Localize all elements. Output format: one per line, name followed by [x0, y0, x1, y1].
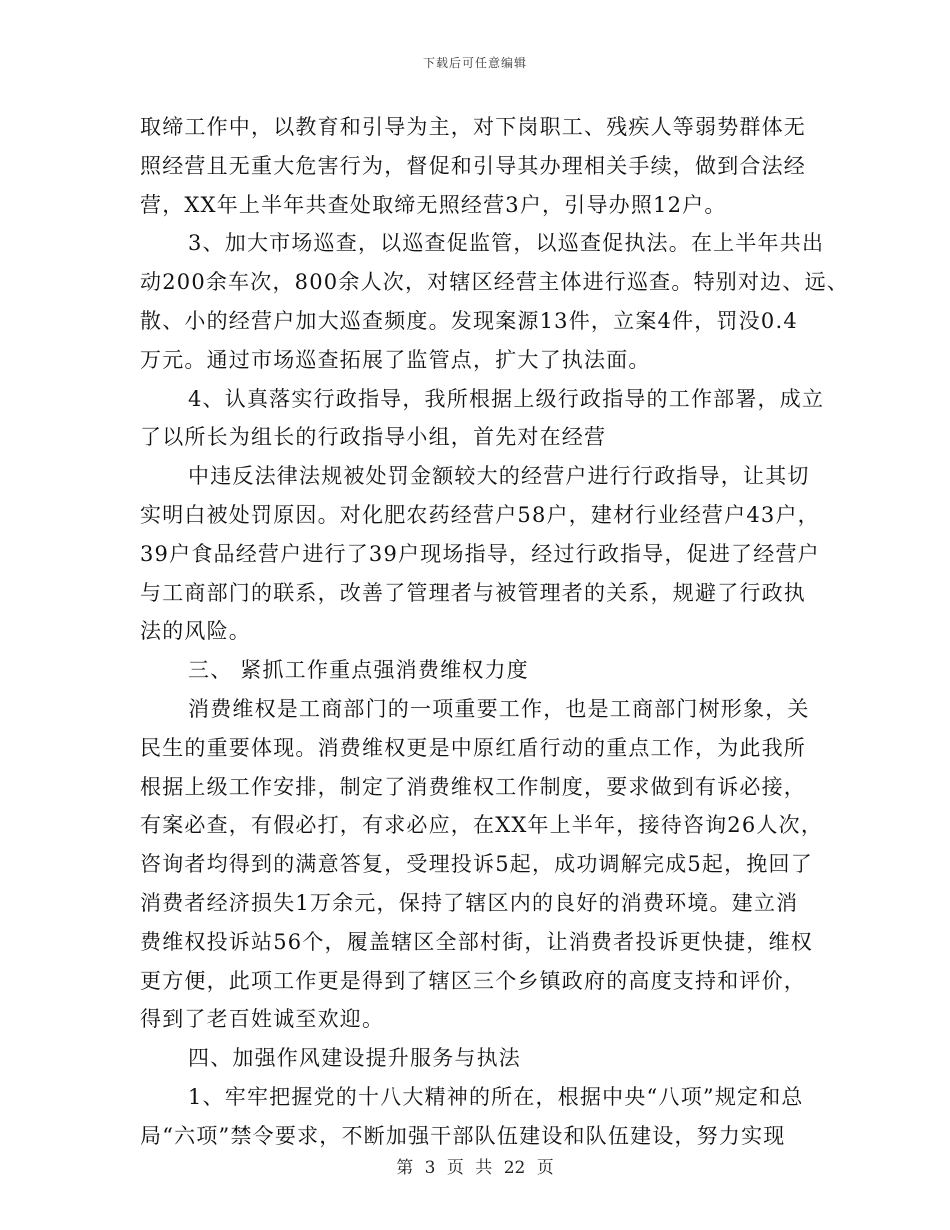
text-line: 1、牢牢把握党的十八大精神的所在，根据中央“八项”规定和总 — [188, 1084, 804, 1109]
text-line: 取缔工作中，以教育和引导为主，对下岗职工、残疾人等弱势群体无 — [140, 115, 806, 139]
text-line: 咨询者均得到的满意答复，受理投诉5起，成功调解完成5起，挽回了 — [140, 852, 813, 877]
text-line: 照经营且无重大危害行为，督促和引导其办理相关手续，做到合法经 — [140, 153, 806, 178]
text-line: 根据上级工作安排，制定了消费维权工作制度，要求做到有诉必接， — [140, 774, 806, 799]
text-line: 与工商部门的联系，改善了管理者与被管理者的关系，规避了行政执 — [140, 580, 806, 605]
text-line: 更方便，此项工作更是得到了辖区三个乡镇政府的高度支持和评价， — [140, 968, 806, 993]
text-line: 万元。通过市场巡查拓展了监管点，扩大了执法面。 — [140, 347, 651, 372]
text-line: 实明白被处罚原因。对化肥农药经营户58户，建材行业经营户43户， — [140, 502, 820, 527]
text-line: 得到了老百姓诚至欢迎。 — [140, 1007, 385, 1032]
section-heading: 四、加强作风建设提升服务与执法 — [188, 1046, 521, 1071]
text-line: 了以所长为组长的行政指导小组，首先对在经营 — [140, 425, 607, 450]
section-heading: 三、 紧抓工作重点强消费维权力度 — [188, 658, 529, 683]
text-line: 中违反法律法规被处罚金额较大的经营户进行行政指导，让其切 — [188, 464, 810, 489]
text-line: 39户食品经营户进行了39户现场指导，经过行政指导，促进了经营户 — [140, 541, 820, 566]
page-number: 第 3 页 共 22 页 — [396, 1158, 554, 1178]
body-text — [140, 108, 849, 1156]
text-line: 动200余车次，800余人次，对辖区经营主体进行巡查。特别对边、远、 — [140, 270, 849, 295]
text-line: 营，XX年上半年共查处取缔无照经营3户，引导办照12户。 — [140, 192, 727, 217]
text-line: 民生的重要体现。消费维权更是中原红盾行动的重点工作，为此我所 — [140, 735, 806, 760]
text-line: 有案必查，有假必打，有求必应，在XX年上半年，接待咨询26人次， — [140, 813, 824, 838]
header-note: 下载后可任意编辑 — [422, 56, 527, 70]
text-line: 3、加大市场巡查，以巡查促监管，以巡查促执法。在上半年共出 — [188, 231, 825, 256]
text-line: 消费者经济损失1万余元，保持了辖区内的良好的消费环境。建立消 — [140, 890, 799, 915]
text-line: 法的风险。 — [140, 619, 251, 644]
text-line: 散、小的经营户加大巡查频度。发现案源13件，立案4件，罚没0.4 — [140, 308, 798, 333]
text-line: 局“六项”禁令要求，不断加强干部队伍建设和队伍建设，努力实现 — [140, 1123, 786, 1148]
text-line: 4、认真落实行政指导，我所根据上级行政指导的工作部署，成立 — [188, 386, 825, 411]
text-line: 费维权投诉站56个，履盖辖区全部村街，让消费者投诉更快捷，维权 — [140, 929, 813, 954]
text-line: 消费维权是工商部门的一项重要工作，也是工商部门树形象，关 — [188, 696, 810, 721]
